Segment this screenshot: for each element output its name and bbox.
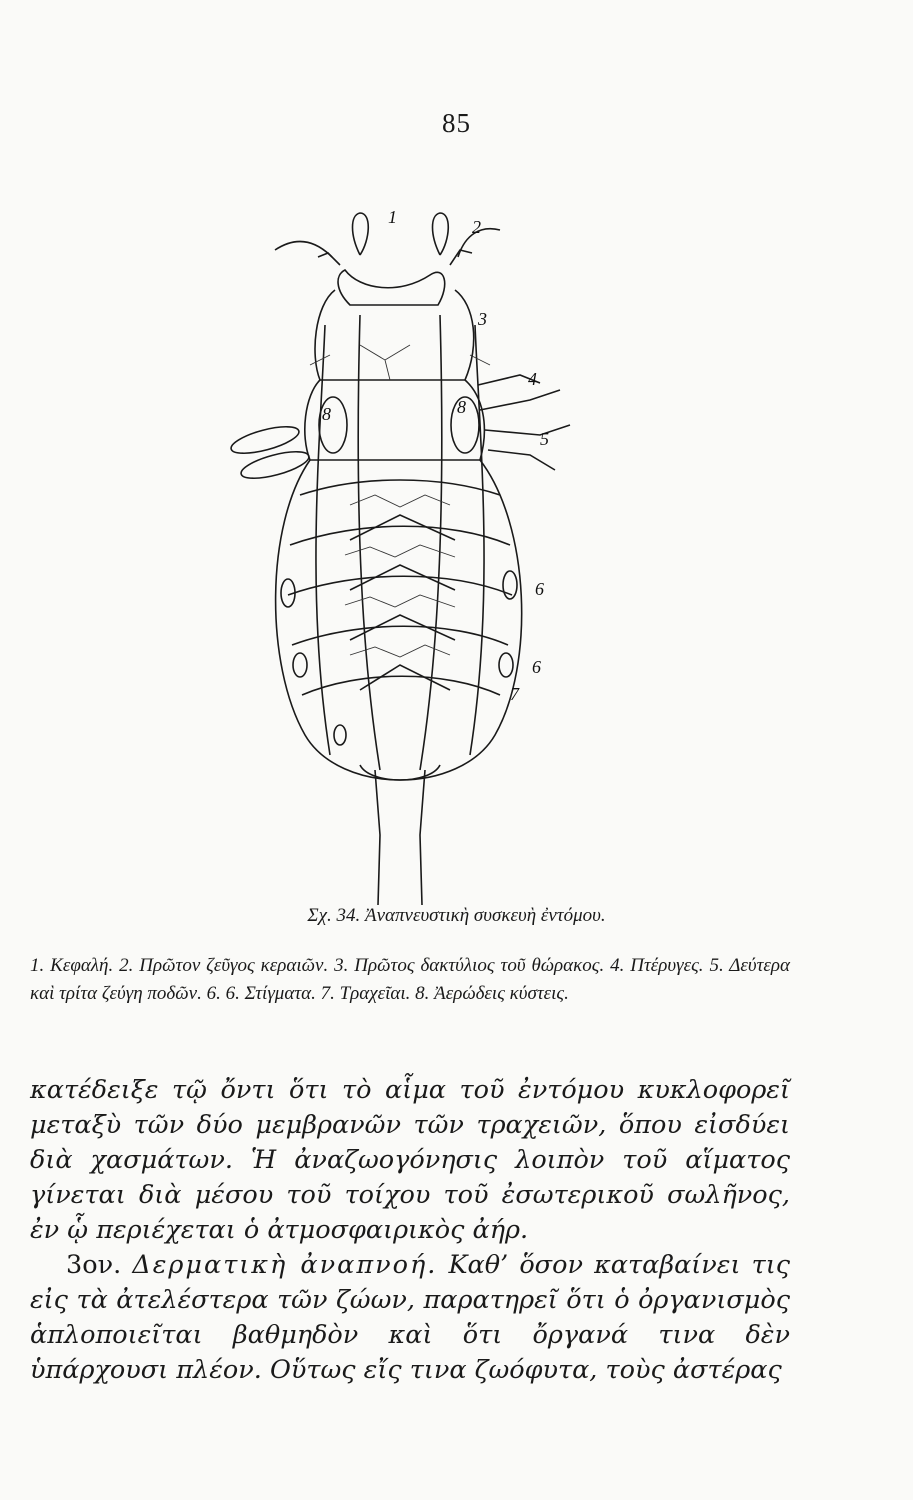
svg-text:7: 7 <box>510 684 519 704</box>
svg-text:2: 2 <box>472 217 481 237</box>
figure-legend: 1. Κεφαλή. 2. Πρῶτον ζεῦγος κεραιῶν. 3. Πρῶτος δακτύλιος τοῦ θώρακος. 4. Πτέρυγες. 5. Δεύτερα καὶ τρίτα ζεύγη ποδῶν. 6. 6. Στίγματα. 7. Τραχεῖαι. 8. Ἀερώδεις κύστεις. <box>30 955 790 1004</box>
svg-text:8: 8 <box>322 404 331 424</box>
svg-text:1: 1 <box>388 207 397 227</box>
svg-text:8: 8 <box>457 397 466 417</box>
svg-text:6: 6 <box>532 657 541 677</box>
svg-text:5: 5 <box>540 429 549 449</box>
paragraph-1: κατέδειξε τῷ ὄντι ὅτι τὸ αἷμα τοῦ ἐντόμου κυκλοφορεῖ μεταξὺ τῶν δύο μεμβρανῶν τῶν τραχειῶν, ὅπου εἰσδύει διὰ χασμάτων. Ἡ ἀναζωογόνησις λοιπὸν τοῦ αἵματος γίνεται διὰ μέσου τοῦ τοίχου τοῦ ἐσωτερικοῦ σωλῆνος, ἐν ᾧ περιέχεται ὁ ἀτμοσφαιρικὸς ἀήρ. <box>30 1075 790 1245</box>
paragraph-2-text: Καθ’ ὅσον καταβαίνει τις εἰς τὰ ἀτελέστερα τῶν ζώων, παρατηρεῖ ὅτι ὁ ὀργανισμὸς ἁπλοποιεῖται βαθμηδὸν καὶ ὅτι ὄργανά τινα δὲν ὑπάρχουσι πλέον. Οὕτως εἴς τινα ζωόφυτα, τοὺς ἀστέρας <box>30 1250 790 1385</box>
svg-text:6: 6 <box>535 579 544 599</box>
insect-respiratory-figure <box>210 195 630 905</box>
page-number: 85 <box>442 108 471 138</box>
svg-text:4: 4 <box>528 369 537 389</box>
body-text <box>30 1073 790 1388</box>
paragraph-2 <box>30 1248 790 1388</box>
svg-text:3: 3 <box>478 309 487 329</box>
section-title: Δερματικὴ ἀναπνοή. <box>132 1250 438 1280</box>
figure-caption: Σχ. 34. Ἀναπνευστικὴ συσκευὴ ἐντόμου. <box>307 905 606 926</box>
insect-illustration <box>210 195 630 905</box>
section-number: 3ον. <box>66 1250 122 1280</box>
